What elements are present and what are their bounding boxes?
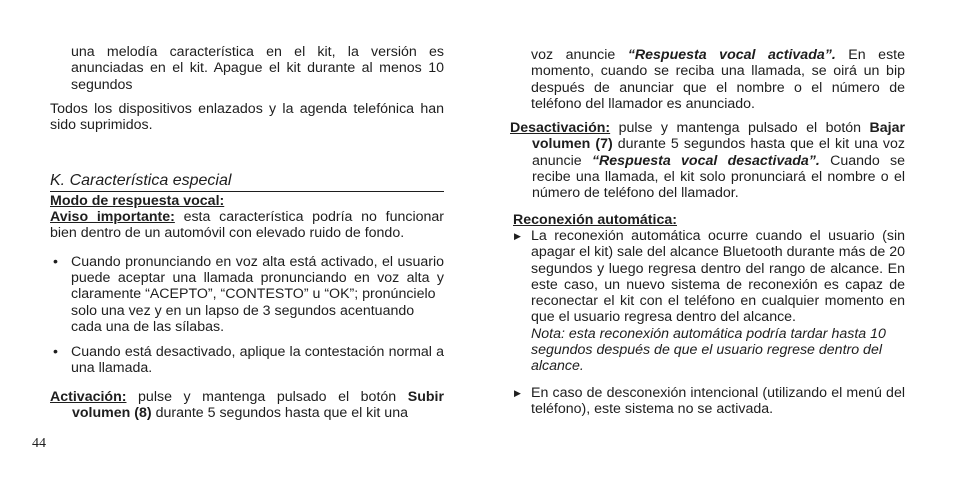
disconnect-text: En caso de desconexión intencional (utilizando el menú del teléfono), este sistema no se activada. <box>531 384 905 417</box>
reconnect-note: Nota: esta reconexión automática podría tardar hasta 10 segundos después de que el usuario regrese dentro del alcance. <box>531 325 886 375</box>
deactivation-label: Desactivación: <box>510 120 611 137</box>
volume-up-button-name: Subir volumen (8) <box>72 388 444 422</box>
left-column <box>50 0 444 421</box>
bullet2-text: Cuando está desactivado, aplique la contestación normal a una llamada. <box>71 344 444 377</box>
activation-paragraph: Activación: pulse y mantenga pulsado el botón Subir volumen (8) durante 5 segundos hasta que el kit una <box>50 388 444 422</box>
bullet1-text-continued: solo una vez y en un lapso de 3 segundos acentuando cada una de las sílabas. <box>71 302 415 335</box>
deactivated-quote: “Respuesta vocal desactivada”. <box>591 152 820 169</box>
volume-down-button-name: Bajar volumen (7) <box>532 120 905 153</box>
arrow-bullet-icon: ▶ <box>514 387 521 398</box>
reconnect-label: Reconexión automática: <box>513 211 677 228</box>
activated-quote: “Respuesta vocal activada”. <box>627 47 836 63</box>
mode-label: Modo de respuesta vocal: <box>50 192 225 209</box>
bullet-icon: • <box>53 344 58 361</box>
list-item <box>50 254 444 335</box>
reconnect-heading <box>510 212 905 228</box>
notice-paragraph <box>50 209 444 242</box>
bullet-icon: • <box>53 253 58 270</box>
reconnect-text: La reconexión automática ocurre cuando el usuario (sin apagar el kit) sale del alcance Bluetooth durante más de 20 segundos y luego regresa dentro del rango de alcance. En este caso, un nuevo sistema de reconexión es capaz de reconectar el kit con el teléfono en cualquier momento en que el usuario regresa dentro del alcance. <box>531 227 905 326</box>
bullet1-text: Cuando pronunciando en voz alta está activado, el usuario puede aceptar una llamada pronunciando en voz alta y claramente “ACEPTO”, “CONTESTO” u “OK”; pronúncielo <box>71 253 444 303</box>
page-number: 44 <box>32 436 46 451</box>
activation-label: Activación: <box>50 388 127 405</box>
right-column <box>510 0 905 417</box>
mode-heading <box>50 193 444 209</box>
continued-paragraph: una melodía característica en el kit, la versión es anunciadas en el kit. Apague el kit durante al menos 10 segundos <box>71 44 444 93</box>
notice-label: Aviso importante: <box>50 209 175 226</box>
activation-continued-paragraph: voz anuncie “Respuesta vocal activada”. En este momento, cuando se reciba una llamada, se oirá un bip después de anunciar que el nombre o el número de teléfono del llamador es anunciado. <box>531 47 905 112</box>
list-item <box>510 228 905 375</box>
list-item <box>50 344 444 377</box>
list-item <box>510 385 905 418</box>
deactivation-paragraph: Desactivación: pulse y mantenga pulsado el botón Bajar volumen (7) durante 5 segundos hasta que el kit una voz anuncie “Respuesta vocal desactivada”. Cuando se recibe una llamada, el kit solo pronunciará el nombre o el número de teléfono del llamador. <box>510 120 906 202</box>
arrow-bullet-icon: ▶ <box>514 230 521 241</box>
devices-deleted-paragraph: Todos los dispositivos enlazados y la agenda telefónica han sido suprimidos. <box>50 100 444 134</box>
notice-text: esta característica podría no funcionar bien dentro de un automóvil con elevado ruido de fondo. <box>50 209 444 242</box>
section-title: K. Característica especial <box>50 173 444 191</box>
